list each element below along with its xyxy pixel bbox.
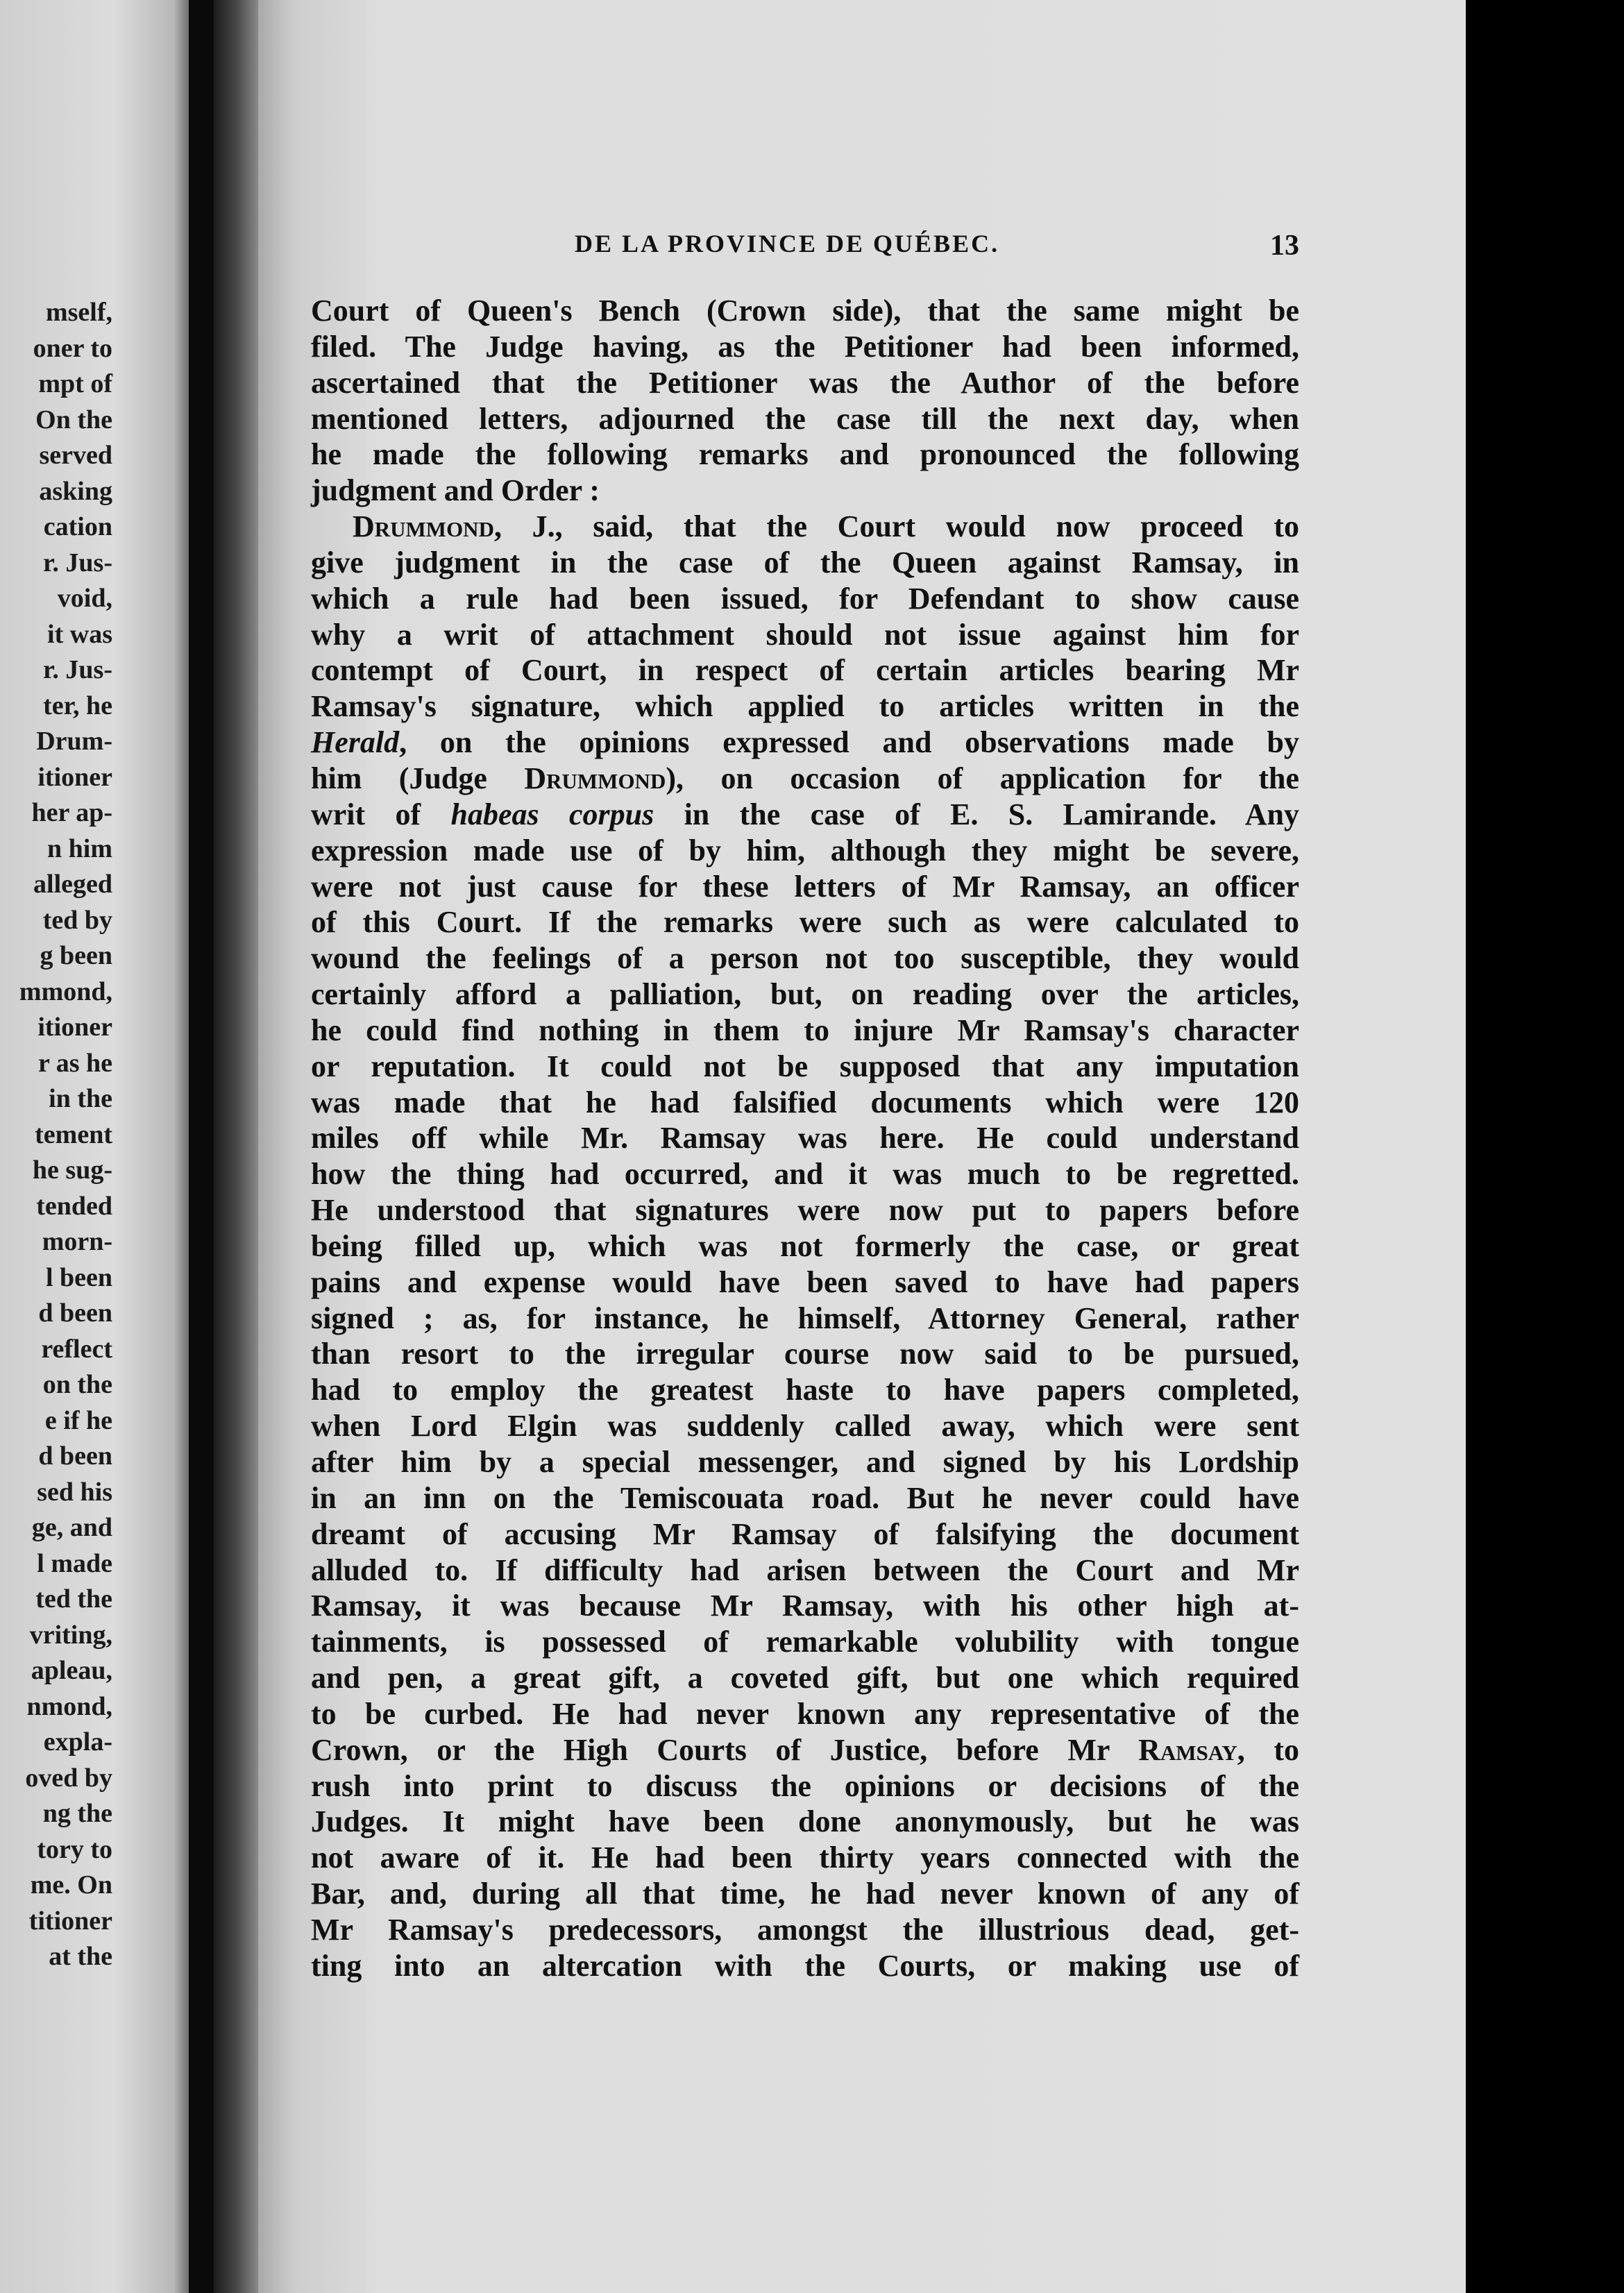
left-page-fragment: ng the <box>42 1799 112 1828</box>
left-page-fragment: g been <box>40 941 112 970</box>
left-page-fragment: tended <box>36 1191 112 1221</box>
text-segment: writ of <box>311 797 451 831</box>
left-page-fragment: l made <box>37 1548 112 1578</box>
left-page-fragment: ted the <box>35 1584 112 1614</box>
text-line <box>311 1732 1299 1768</box>
left-page-fragment: mself, <box>45 298 112 327</box>
text-line: certainly afford a palliation, but, on reading over the articles, <box>311 977 1299 1012</box>
left-page-fragment: void, <box>57 584 112 613</box>
body-text <box>311 293 1299 1984</box>
text-line: Bar, and, during all that time, he had never known of any of <box>311 1877 1299 1911</box>
text-line: when Lord Elgin was suddenly called away, which were sent <box>311 1409 1299 1444</box>
left-page-fragment: on the <box>42 1370 112 1399</box>
left-page-fragment: ge, and <box>31 1513 112 1542</box>
text-line: alluded to. If difficulty had arisen between the Court and Mr <box>311 1552 1299 1587</box>
left-page-fragment: r. Jus- <box>43 548 112 577</box>
text-line: ting into an altercation with the Courts, or making use of <box>311 1948 1299 1983</box>
text-line: give judgment in the case of the Queen against Ramsay, in <box>311 545 1299 579</box>
text-line: wound the feelings of a person not too susceptible, they would <box>311 941 1299 976</box>
left-page-fragment: e if he <box>44 1405 112 1435</box>
text-segment: Crown, or the High Courts of Justice, before Mr <box>311 1732 1139 1767</box>
text-line <box>311 509 1299 545</box>
left-page-fragment: sed his <box>37 1477 112 1507</box>
text-line: judgment and Order : <box>311 473 600 508</box>
person-name: Ramsay <box>1138 1732 1237 1767</box>
left-page-fragment: titioner <box>28 1906 112 1936</box>
left-facing-page <box>0 0 189 2293</box>
running-title: DE LA PROVINCE DE QUÉBEC. <box>575 230 1000 257</box>
left-page-fragment: ter, he <box>43 691 112 720</box>
text-line: tainments, is possessed of remarkable volubility with tongue <box>311 1625 1299 1659</box>
left-page-fragment: tory to <box>37 1834 112 1864</box>
left-page-fragment: vriting, <box>29 1620 112 1650</box>
left-page-fragment: in the <box>49 1084 112 1113</box>
left-page-fragment: itioner <box>37 1013 112 1042</box>
left-page-fragment: ted by <box>42 905 112 935</box>
text-line <box>311 725 1299 761</box>
text-line: of this Court. If the remarks were such as were calculated to <box>311 905 1299 940</box>
text-line: why a writ of attachment should not issue against him for <box>311 617 1299 652</box>
text-line: which a rule had been issued, for Defendant to show cause <box>311 581 1299 616</box>
left-page-fragment: r. Jus- <box>43 655 112 684</box>
text-line: were not just cause for these letters of Mr Ramsay, an officer <box>311 869 1299 904</box>
text-line: expression made use of by him, although they might be severe, <box>311 833 1299 868</box>
text-line: not aware of it. He had been thirty years connected with the <box>311 1841 1299 1875</box>
left-page-fragment: reflect <box>41 1334 112 1364</box>
left-page-fragment: it was <box>47 619 112 649</box>
gutter-shadow <box>189 0 214 2293</box>
running-header <box>318 229 1299 264</box>
left-page-text <box>0 295 112 1975</box>
left-page-fragment: cation <box>43 512 112 541</box>
left-page-fragment: nmond, <box>26 1691 112 1721</box>
text-line: he made the following remarks and pronounced the following <box>311 437 1299 472</box>
left-page-fragment: Drum- <box>36 727 112 756</box>
text-line: how the thing had occurred, and it was much to be regretted. <box>311 1157 1299 1192</box>
latin-term: habeas corpus <box>450 797 654 831</box>
left-page-fragment: mmond, <box>19 976 112 1006</box>
left-page-fragment: On the <box>35 405 112 434</box>
text-line: Ramsay, it was because Mr Ramsay, with his other high at- <box>311 1589 1299 1623</box>
text-segment: , J., said, that the Court would now proceed to <box>493 509 1299 544</box>
left-page-fragment: d been <box>38 1441 112 1471</box>
text-segment: him (Judge <box>311 761 525 795</box>
judge-name: Drummond <box>353 509 494 544</box>
left-page-fragment: tement <box>35 1119 112 1149</box>
newspaper-title: Herald <box>311 725 400 760</box>
left-page-fragment: her ap- <box>31 798 112 827</box>
text-line: to be curbed. He had never known any representative of the <box>311 1696 1299 1731</box>
text-line: than resort to the irregular course now said to be pursued, <box>311 1337 1299 1371</box>
text-line: He understood that signatures were now put to papers before <box>311 1193 1299 1228</box>
left-page-fragment: mpt of <box>38 369 112 398</box>
left-page-fragment: itioner <box>37 762 112 792</box>
judge-name: Drummond <box>524 761 666 795</box>
left-page-fragment: served <box>39 441 112 470</box>
left-page-fragment: l been <box>45 1262 112 1292</box>
left-page-fragment: oved by <box>25 1763 112 1793</box>
left-page-fragment: he sug- <box>32 1156 112 1185</box>
text-line: in an inn on the Temiscouata road. But he never could have <box>311 1480 1299 1515</box>
page-number: 13 <box>1270 230 1299 262</box>
left-page-fragment: morn- <box>42 1227 112 1256</box>
text-line <box>311 797 1299 833</box>
text-segment: ), on occasion of application for the <box>666 761 1299 795</box>
text-line: being filled up, which was not formerly the case, or great <box>311 1228 1299 1263</box>
text-line: miles off while Mr. Ramsay was here. He could understand <box>311 1121 1299 1156</box>
text-line: Ramsay's signature, which applied to articles written in the <box>311 689 1299 724</box>
text-line: or reputation. It could not be supposed that any imputation <box>311 1049 1299 1083</box>
text-line: filed. The Judge having, as the Petitioner had been informed, <box>311 329 1299 364</box>
left-page-fragment: oner to <box>33 333 112 363</box>
text-line <box>311 761 1299 797</box>
text-segment: , on the opinions expressed and observations made by <box>399 725 1299 760</box>
text-segment: in the case of E. S. Lamirande. Any <box>654 797 1299 831</box>
text-line: dreamt of accusing Mr Ramsay of falsifying the document <box>311 1516 1299 1551</box>
left-page-fragment: me. On <box>30 1870 112 1899</box>
text-line: ascertained that the Petitioner was the Author of the before <box>311 365 1299 400</box>
text-line: rush into print to discuss the opinions or decisions of the <box>311 1768 1299 1803</box>
left-page-fragment: alleged <box>33 870 112 899</box>
text-line: mentioned letters, adjourned the case till the next day, when <box>311 401 1299 436</box>
text-line: Judges. It might have been done anonymously, but he was <box>311 1804 1299 1839</box>
text-line: he could find nothing in them to injure Mr Ramsay's character <box>311 1013 1299 1047</box>
text-segment: , to <box>1237 1732 1299 1767</box>
left-page-fragment: expla- <box>43 1727 112 1757</box>
text-line: and pen, a great gift, a coveted gift, but one which required <box>311 1661 1299 1695</box>
scan-border <box>1466 0 1624 2293</box>
left-page-fragment: apleau, <box>31 1656 112 1685</box>
left-page-fragment: asking <box>39 476 112 506</box>
text-line: signed ; as, for instance, he himself, Attorney General, rather <box>311 1301 1299 1335</box>
text-line: Mr Ramsay's predecessors, amongst the illustrious dead, get- <box>311 1912 1299 1947</box>
left-page-fragment: at the <box>49 1942 112 1971</box>
text-line: pains and expense would have been saved to have had papers <box>311 1264 1299 1299</box>
text-line: after him by a special messenger, and signed by his Lordship <box>311 1445 1299 1479</box>
left-page-fragment: d been <box>38 1298 112 1328</box>
left-page-fragment: n him <box>47 834 112 863</box>
text-line: was made that he had falsified documents which were 120 <box>311 1085 1299 1119</box>
text-line: contempt of Court, in respect of certain articles bearing Mr <box>311 653 1299 688</box>
left-page-fragment: r as he <box>38 1048 112 1078</box>
text-line: had to employ the greatest haste to have papers completed, <box>311 1373 1299 1407</box>
text-line: Court of Queen's Bench (Crown side), that the same might be <box>311 294 1299 328</box>
